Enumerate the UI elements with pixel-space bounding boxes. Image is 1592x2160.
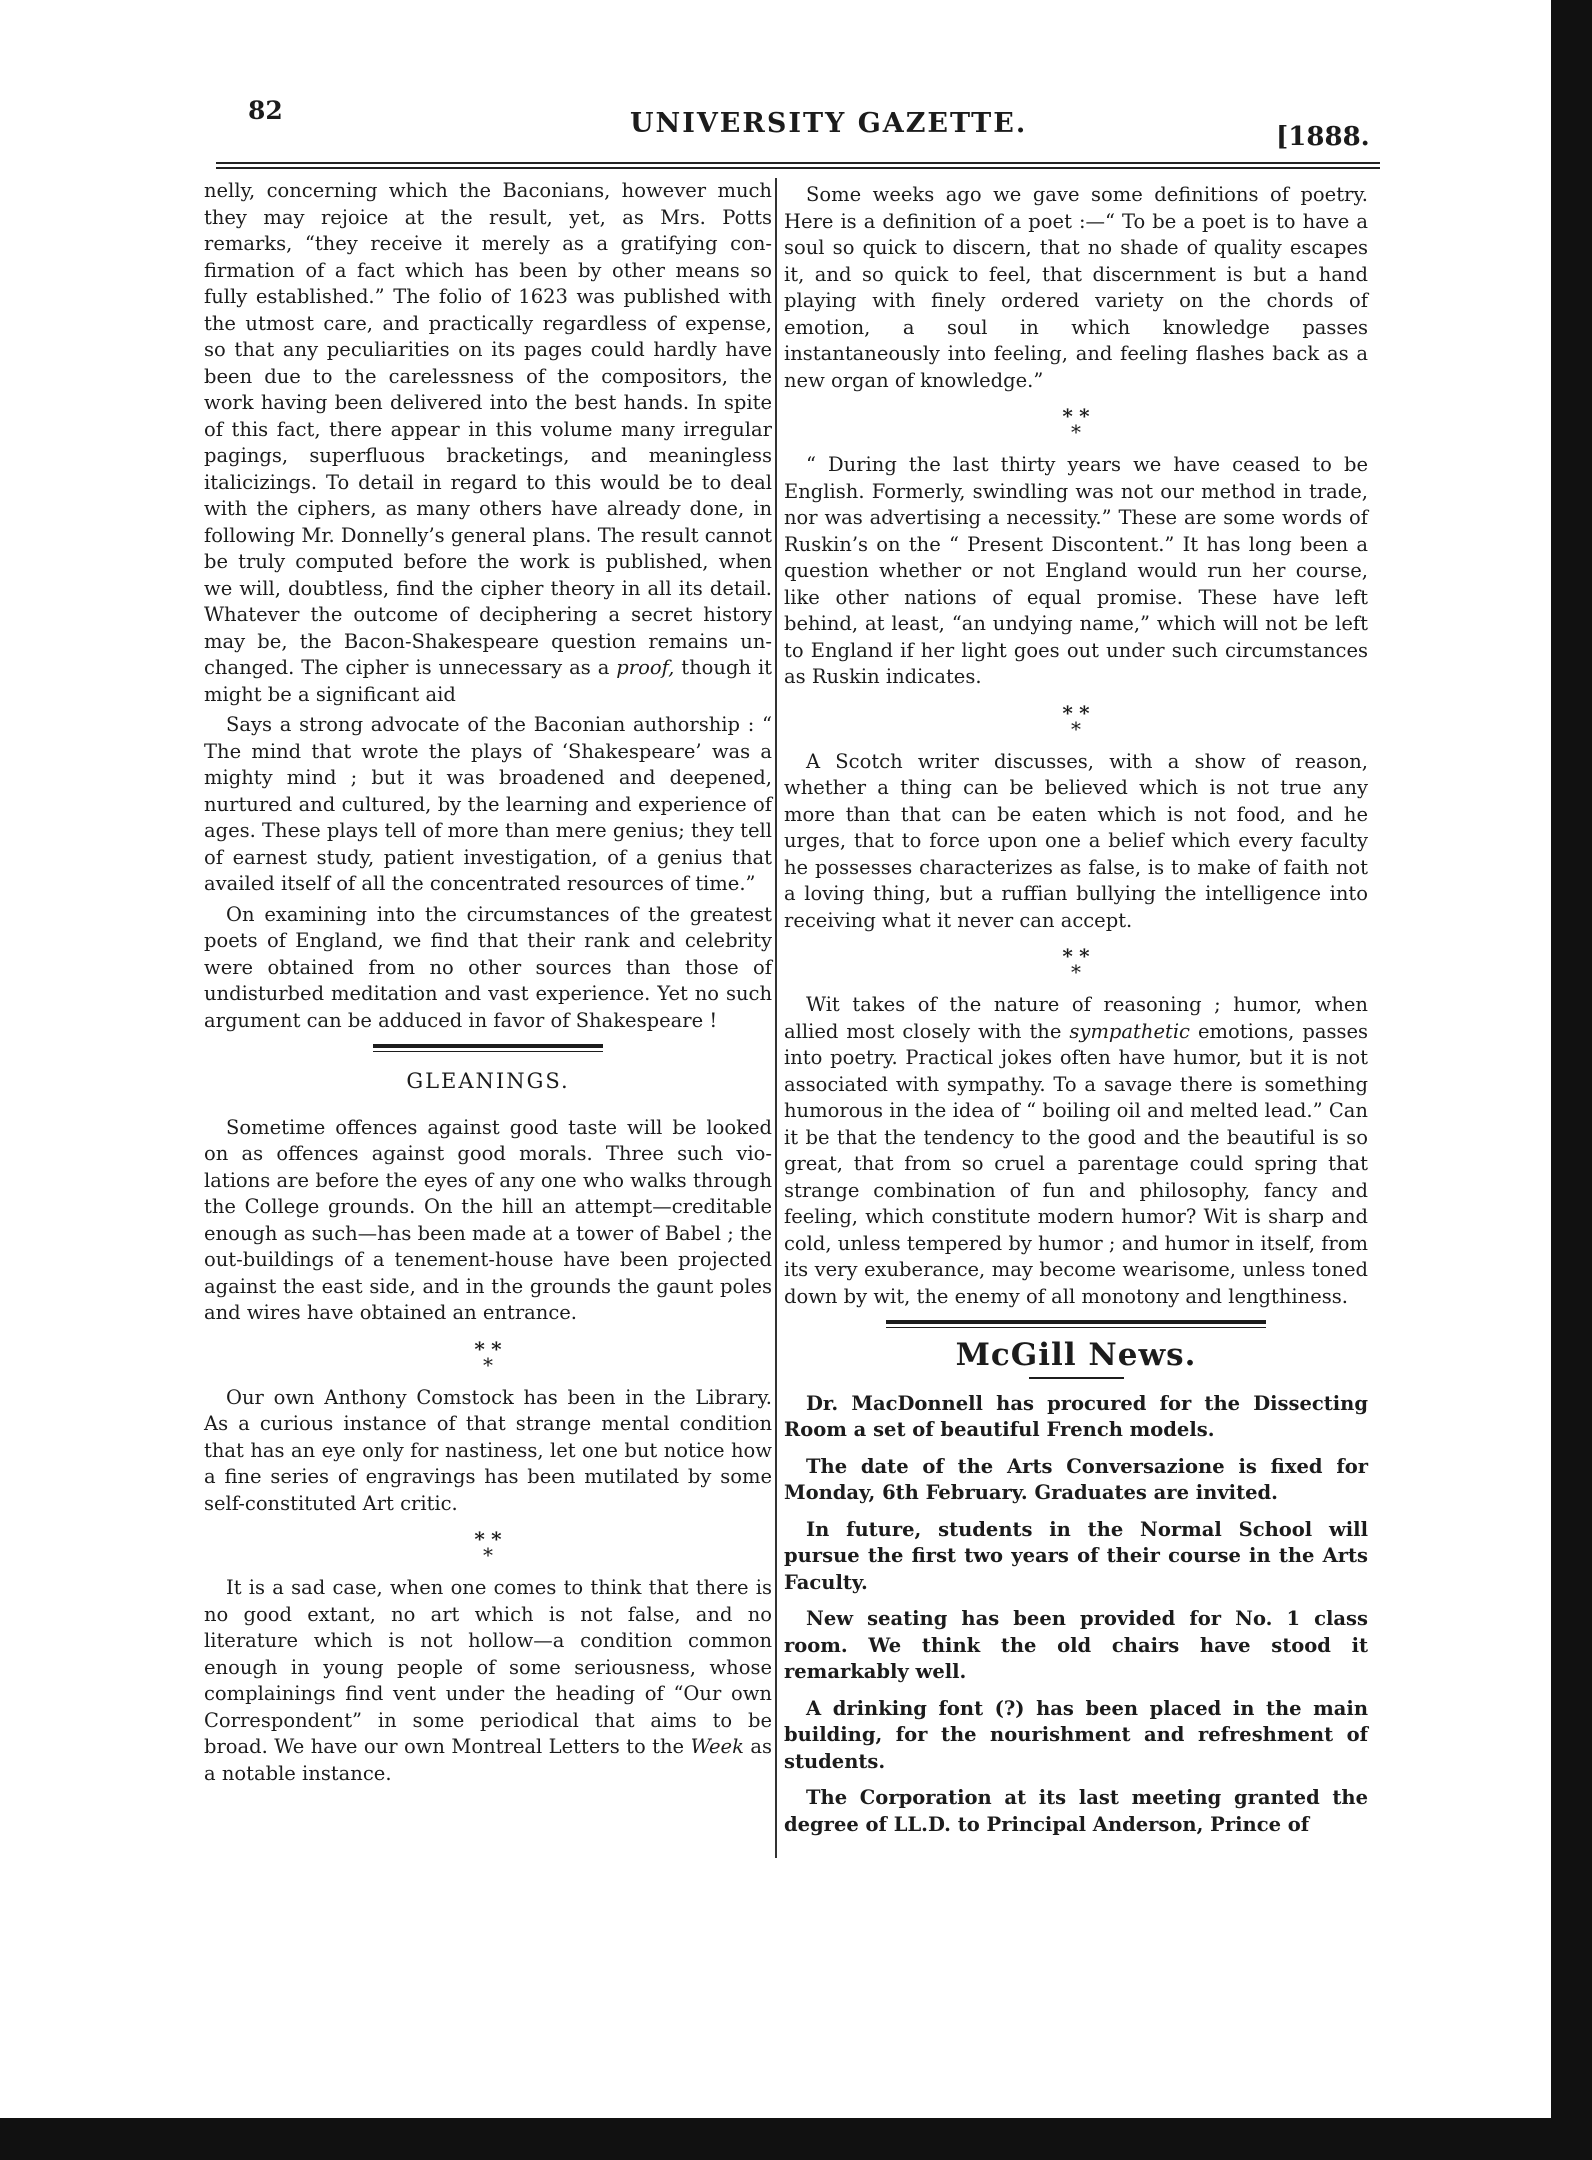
news-heading: McGill News. — [955, 1337, 1197, 1373]
header-rule-top — [216, 162, 1380, 164]
asterism-ornament: * * * — [1062, 700, 1090, 741]
news-item: The Corporation at its last meeting granted the degree of LL.D. to Principal Anderson, Prince of — [784, 1786, 1368, 1836]
section-divider — [886, 1320, 1266, 1328]
news-item: Dr. MacDonnell has procured for the Dissecting Room a set of beautiful French models. — [784, 1391, 1368, 1441]
scan-edge-bottom — [0, 2118, 1592, 2160]
page-number: 82 — [248, 96, 283, 125]
asterism-ornament: * * * — [1062, 944, 1090, 984]
right-column — [784, 182, 1368, 1848]
scan-edge-right — [1551, 0, 1592, 2160]
header-rule-bottom — [216, 167, 1380, 169]
section-heading: GLEANINGS. — [406, 1069, 570, 1093]
gleaning-paragraph: Some weeks ago we gave some definitions of poetry. Here is a definition of a poet :—“ To be a poet is to have a soul so quick to discern, that no shade of quality escapes it, and so quick to feel, that discernment is but a hand playing with finely ordered variety on the chords of emotion, a soul in which knowledge passes instantaneously into feeling, and feeling flashes back as a new organ of knowledge.” — [784, 183, 1368, 392]
article-paragraph: Says a strong advocate of the Baconian authorship : “ The mind that wrote the plays of ‘Shakespeare’ was a mighty mind ; but it was broadened and deepened, nurtured and cultured, by the learning and experience of ages. These plays tell of more than mere genius; they tell of earnest study, patient investigation, of a genius that availed itself of all the concentrated resources of time.” — [204, 713, 772, 895]
gleaning-paragraph: Wit takes of the nature of reasoning ; humor, when allied most closely with the sympathetic emotions, passes into poetry. Practical jokes often have humor, but it is not associated with sympathy. To a savage there is something humorous in the idea of “ boiling oil and melted lead.” Can it be that the tendency to the good and the beautiful is so great, that from so cruel a parentage could spring that strange combination of fun and philosophy, fancy and feeling, which constitute modern humor? Wit is sharp and cold, unless tempered by humor ; and humor in itself, from its very exuberance, may become wearisome, unless toned down by wit, the enemy of all monotony and lengthiness. — [784, 993, 1369, 1308]
asterism-ornament: * * * — [1062, 404, 1090, 444]
column-divider — [775, 178, 777, 1858]
left-column — [204, 178, 772, 1791]
gleaning-paragraph: “ During the last thirty years we have ceased to be English. Formerly, swindling was not our method in trade, nor was advertising a necessity.” These are some words of Ruskin’s on the “ Present Discontent.” It has long been a question whether or not England would run her course, like other nations of equal promise. These have left behind, at least, “an undying name,” which will not be left to England if her light goes out under such circumstances as Ruskin indicates. — [784, 453, 1368, 688]
gleaning-paragraph: It is a sad case, when one comes to think that there is no good extant, no art which is not false, and no literature which is not hollow—a condition common enough in young people of some seriousness, whose complainings find vent under the heading of “Our own Correspondent” in some periodical that aims to be broad. We have our own Montreal Letters to the Week as a notable instance. — [204, 1576, 773, 1785]
heading-underline — [1029, 1377, 1124, 1379]
news-list — [784, 1391, 1368, 1839]
section-divider — [373, 1044, 603, 1052]
article-paragraph: nelly, concerning which the Baconians, however much they may rejoice at the result, yet, as Mrs. Potts remarks, “they receive it merely as a gratifying confirmation of a fact which has been by other means so fully established.” The folio of 1623 was published with the utmost care, and practically regardless of expense, so that any peculiarities on its pages could hardly have been due to the carelessness of the compositors, the work having been delivered into the best hands. In spite of this fact, there appear in this volume many irregular pagings, superfluous bracketings, and meaningless italicizings. To detail in regard to this would be to deal with the ciphers, as many others have already done, in following Mr. Donnelly’s general plans. The result cannot be truly computed before the work is published, when we will, doubtless, find the cipher theory in all its detail. Whatever the outcome of deciphering a secret history may be, the Bacon-Shakespeare question remains unchanged. The cipher is unnecessary as a proof, though it might be a significant aid — [204, 179, 773, 706]
issue-year: [1888. — [1276, 122, 1370, 152]
gleaning-paragraph: Sometime offences against good taste will be looked on as offences against good morals. Three such violations are before the eyes of any one who walks through the College grounds. On the hill an attempt—creditable enough as such—has been made at a tower of Babel ; the out-buildings of a tenement-house have been projected against the east side, and in the grounds the gaunt poles and wires have obtained an entrance. — [204, 1115, 772, 1324]
article-paragraph: On examining into the circumstances of the greatest poets of England, we find that their rank and celebrity were obtained from no other sources than those of undisturbed meditation and vast experience. Yet no such argument can be adduced in favor of Shakespeare ! — [204, 902, 772, 1032]
publication-title: UNIVERSITY GAZETTE. — [630, 108, 1028, 139]
news-item: In future, students in the Normal School will pursue the first two years of their course in the Arts Faculty. — [784, 1517, 1368, 1594]
news-item: The date of the Arts Conversazione is fixed for Monday, 6th February. Graduates are invited. — [784, 1454, 1368, 1504]
asterism-ornament: * * * — [474, 1527, 502, 1567]
gleaning-paragraph: A Scotch writer discusses, with a show of reason, whether a thing can be believed which is not true any more than that can be eaten which is not food, and he urges, that to force upon one a belief which every faculty he possesses characterizes as false, is to make of faith not a loving thing, but a ruffian bullying the intelligence into receiving what it never can accept. — [784, 749, 1368, 932]
news-item: A drinking font (?) has been placed in the main building, for the nourishment and refreshment of students. — [784, 1696, 1368, 1773]
asterism-ornament: * * * — [474, 1336, 502, 1377]
gleaning-paragraph: Our own Anthony Comstock has been in the Library. As a curious instance of that strange mental condition that has an eye only for nastiness, let one but notice how a fine series of engravings has been mutilated by some self-constituted Art critic. — [204, 1385, 772, 1515]
news-item: New seating has been provided for No. 1 class room. We think the old chairs have stood it remarkably well. — [784, 1607, 1368, 1683]
